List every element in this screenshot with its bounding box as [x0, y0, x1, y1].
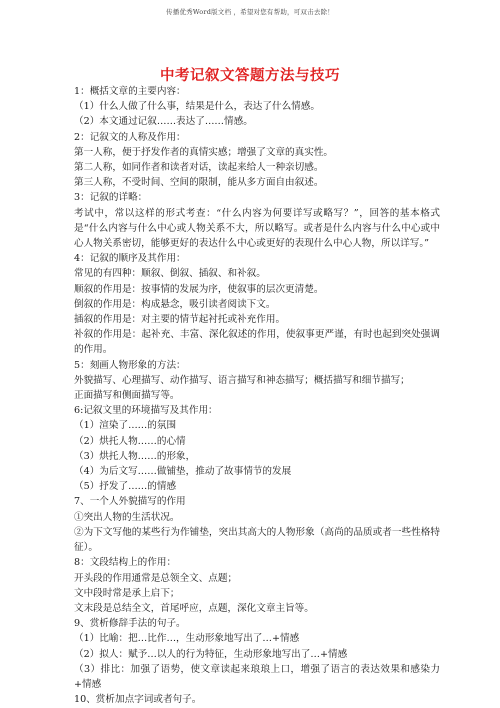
text-line: 常见的有四种：顺叙、倒叙、插叙、和补叙。 [74, 268, 266, 280]
text-line: （2）烘托人物……的心情 [74, 435, 186, 447]
text-paragraph: （3）排比：加强了语势，使文章读起来琅琅上口，增强了语言的表达效果和感染力+情感 [74, 663, 440, 690]
text-line: 5：刻画人物形象的方法： [74, 359, 186, 371]
header-note: 传播优秀Word版文档 ，希望对您有帮助，可双击去除！ [166, 8, 334, 16]
text-line: 第三人称，不受时间、空间的限制，能从多方面自由叙述。 [74, 177, 324, 189]
text-line: 7、一个人外貌描写的作用 [74, 496, 186, 508]
text-line: 倒叙的作用是：构成悬念，吸引读者阅读下文。 [74, 298, 276, 310]
text-line: 第二人称，如同作者和读者对话，读起来给人一种亲切感。 [74, 162, 324, 174]
text-line: 1：概括文章的主要内容： [74, 86, 186, 97]
text-line: （4）为后文写……做铺垫，推动了故事情节的发展 [74, 466, 292, 478]
text-line: 4：记叙的顺序及其作用： [74, 253, 186, 265]
text-line: （5）抒发了……的情感 [74, 481, 177, 493]
text-line: 插叙的作用是：对主要的情节起衬托或补充作用。 [74, 314, 286, 326]
text-line: 文中段时常是承上启下； [74, 587, 180, 599]
text-line: 10、赏析加点字词或者句子。 [74, 694, 202, 706]
text-paragraph: 考试中，常以这样的形式考查：“什么内容为何要详写或略写？”，回答的基本格式是“什么内容与什么中心或人物关系不大，所以略写。或者是什么内容与什么中心或中心人物关系密切，能够更好的表达什么中心或更好的表现什么中心人物，所以详写。” [74, 207, 440, 250]
text-line: （1）什么人做了什么事，结果是什么，表达了什么情感。 [74, 101, 320, 113]
text-line: ①突出人物的生活状况。 [74, 511, 180, 523]
text-line: 正面描写和侧面描写等。 [74, 390, 180, 402]
text-line: 顺叙的作用是：按事情的发展为序，使叙事的层次更清楚。 [74, 283, 324, 295]
text-line: （1）比喻：把…比作…，生动形象地写出了…+情感 [74, 633, 300, 645]
text-line: 第一人称，便于抒发作者的真情实感；增强了文章的真实性。 [74, 146, 334, 158]
text-line: （2）本文通过记叙……表达了……情感。 [74, 116, 253, 128]
text-line: 6:记叙文里的环境描写及其作用： [74, 405, 218, 417]
text-line: 9、赏析修辞手法的句子。 [74, 618, 186, 630]
text-line: 文末段是总结全文，首尾呼应，点题，深化文章主旨等。 [74, 602, 314, 614]
text-line: （2）拟人：赋予…以人的行为特征，生动形象地写出了…+情感 [74, 648, 348, 660]
text-line: 外貌描写、心理描写、动作描写、语言描写和神态描写；概括描写和细节描写； [74, 374, 410, 386]
text-line: 开头段的作用通常是总领全文、点题； [74, 572, 238, 584]
text-paragraph: ②为下文写他的某些行为作铺垫，突出其高大的人物形象（高尚的品质或者一些性格特征）。 [74, 526, 440, 554]
document-body [74, 84, 440, 707]
text-line: 8：文段结构上的作用： [74, 557, 177, 569]
text-line: （1）渲染了……的氛围 [74, 420, 177, 432]
text-line: 2：记叙文的人称及作用： [74, 131, 186, 143]
text-line: （3）烘托人物……的形象， [74, 450, 196, 462]
text-paragraph: 补叙的作用是：起补充、丰富、深化叙述的作用，使叙事更严谨，有时也起到突处强调的作用。 [74, 329, 440, 356]
text-line: 3：记叙的详略： [74, 192, 148, 204]
page-title: 中考记叙文答题方法与技巧 [160, 67, 340, 84]
